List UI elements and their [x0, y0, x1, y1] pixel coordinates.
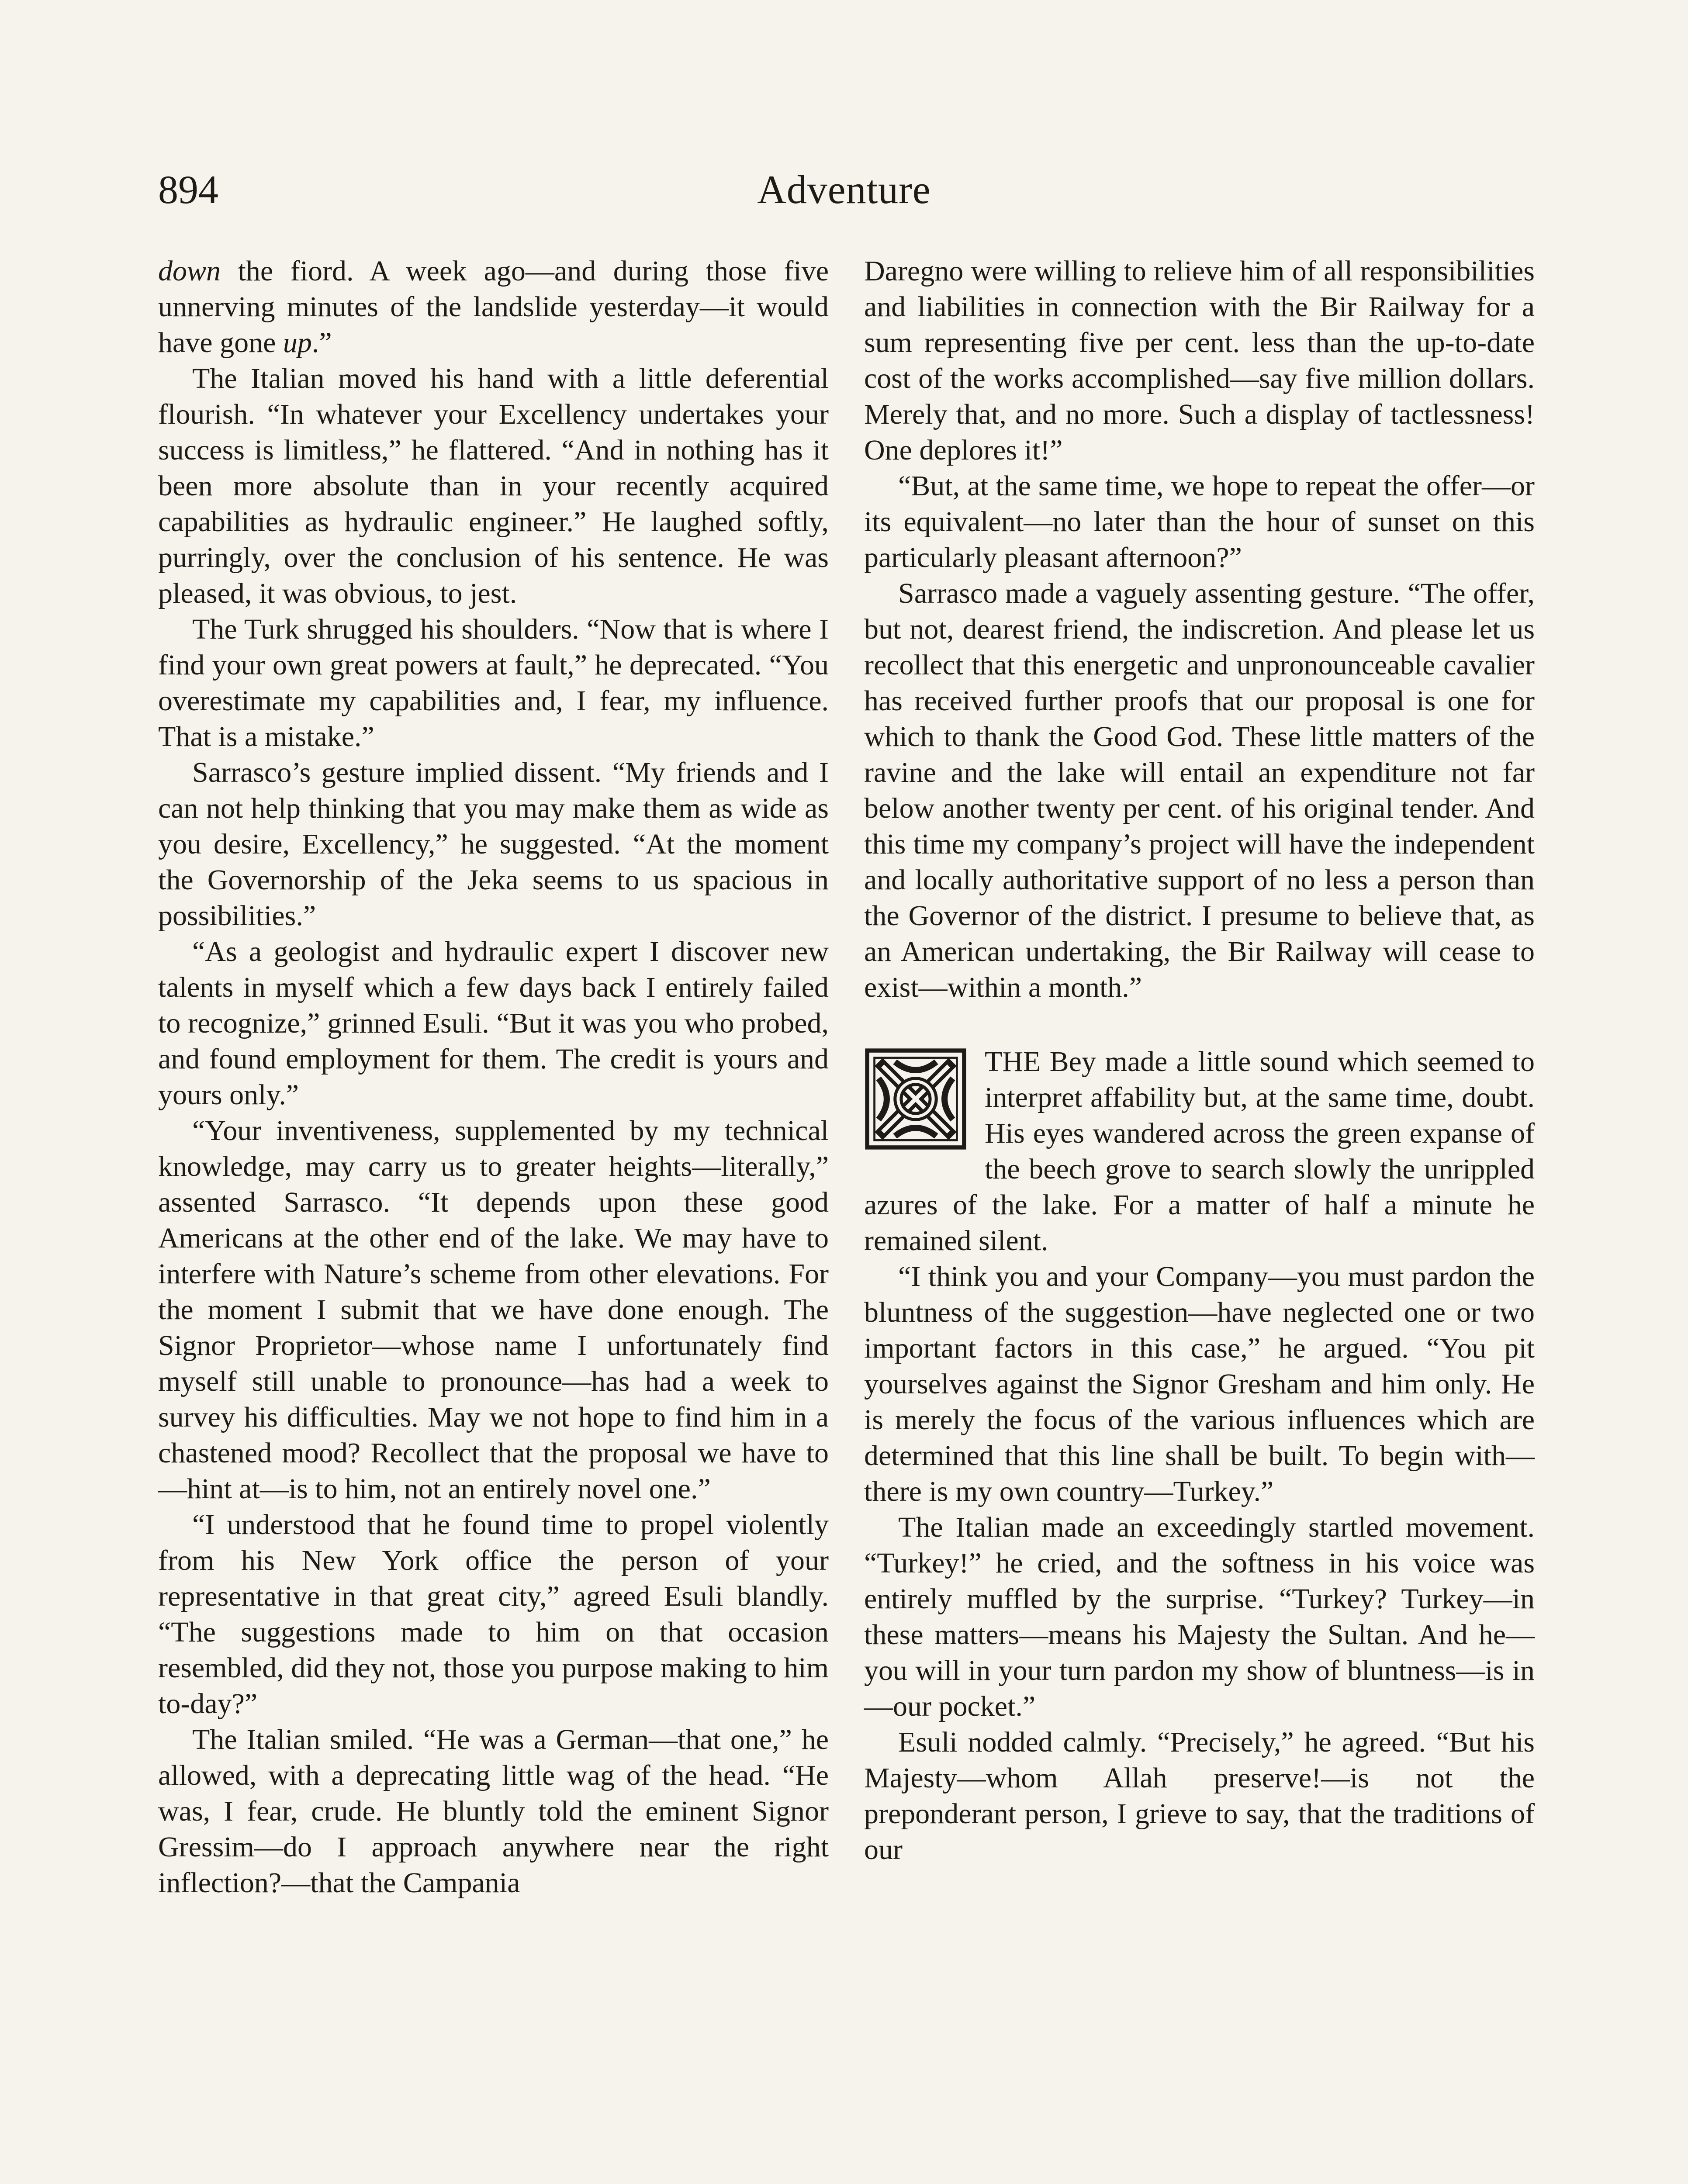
page-number: 894: [158, 167, 218, 212]
italic-word: down: [158, 255, 221, 287]
text-run: the fiord. A week ago—and during those five unnerving minutes of the landslide yesterday—it would have gone: [158, 255, 829, 359]
paragraph-text: THE Bey made a little sound which seemed to interpret affability but, at the same time, doubt. His eyes wandered across the green expanse of the beech grove to search slowly the unrippled azures of the lake. For a matter of half a minute he remained silent.: [864, 1046, 1535, 1257]
paragraph: Sarrasco made a vaguely assenting gesture. “The offer, but not, dearest friend, the indiscretion. And please let us recollect that this energetic and unpronounceable cavalier has received further proofs that our proposal is one for which to thank the Good God. These little matters of the ravine and the lake will entail an expenditure not far below another twenty per cent. of his original tender. And this time my company’s project will have the independent and locally authoritative support of no less a person than the Governor of the district. I presume to believe that, as an American undertaking, the Bir Railway will cease to exist—within a month.”: [864, 577, 1535, 1003]
paragraph: Sarrasco’s gesture implied dissent. “My friends and I can not help thinking that you may make them as wide as you desire, Excellency,” he suggested. “At the moment the Governorship of the Jeka seems to us spacious in possibilities.”: [158, 757, 829, 932]
paragraph: “But, at the same time, we hope to repeat the offer—or its equivalent—no later than the hour of sunset on this particularly pleasant afternoon?”: [864, 470, 1535, 574]
paragraph: Daregno were willing to relieve him of all responsibilities and liabilities in connection with the Bir Railway for a sum representing five per cent. less than the up-to-date cost of the works accomplished—say five million dollars. Merely that, and no more. Such a display of tactlessness! One deplores it!”: [864, 255, 1535, 466]
paragraph: The Italian made an exceedingly startled movement. “Turkey!” he cried, and the softness in his voice was entirely muffled by the surprise. “Turkey? Turkey—in these matters—means his Majesty the Sultan. And he—you will in your turn pardon my show of bluntness—is in—our pocket.”: [864, 1511, 1535, 1722]
knot-ornament-icon: [864, 1047, 967, 1151]
paragraph: “I understood that he found time to propel violently from his New York office the person of your representative in that great city,” agreed Esuli blandly. “The suggestions made to him on that occasion resembled, did they not, those you purpose making to him to-day?”: [158, 1509, 829, 1720]
paragraph: Esuli nodded calmly. “Precisely,” he agreed. “But his Majesty—whom Allah preserve!—is not the preponderant person, I grieve to say, that the traditions of our: [864, 1726, 1535, 1866]
section-start-paragraph: [864, 1044, 1535, 1259]
paragraph: “As a geologist and hydraulic expert I discover new talents in myself which a few days back I entirely failed to recognize,” grinned Esuli. “But it was you who probed, and found employment for them. The credit is yours and yours only.”: [158, 936, 829, 1111]
paragraph: The Italian smiled. “He was a German—that one,” he allowed, with a deprecating little wag of the head. “He was, I fear, crude. He bluntly told the eminent Signor Gressim—do I approach anywhere near the right inflection?—that the Campania: [158, 1724, 829, 1899]
right-column: [864, 253, 1535, 1868]
paragraph: [158, 253, 829, 361]
paragraph: “Your inventiveness, supplemented by my technical knowledge, may carry us to greater heights—literally,” assented Sarrasco. “It depends upon these good Americans at the other end of the lake. We may have to interfere with Nature’s scheme from other elevations. For the moment I submit that we have done enough. The Signor Proprietor—whose name I unfortunately find myself still unable to pronounce—has had a week to survey his difficulties. May we not hope to find him in a chastened mood? Recollect that the proposal we have to—hint at—is to him, not an entirely novel one.”: [158, 1115, 829, 1505]
italic-word: up: [283, 327, 312, 359]
left-column: [158, 253, 829, 1901]
paragraph: The Turk shrugged his shoulders. “Now that is where I find your own great powers at fault,” he deprecated. “You overestimate my capabilities and, I fear, my influence. That is a mistake.”: [158, 613, 829, 753]
paragraph: The Italian moved his hand with a little deferential flourish. “In whatever your Excellency undertakes your success is limitless,” he flattered. “And in nothing has it been more absolute than in your recently acquired capabilities as hydraulic engineer.” He laughed softly, purringly, over the conclusion of his sentence. He was pleased, it was obvious, to jest.: [158, 363, 829, 609]
paragraph: “I think you and your Company—you must pardon the bluntness of the suggestion—have neglected one or two important factors in this case,” he argued. “You pit yourselves against the Signor Gresham and him only. He is merely the focus of the various influences which are determined that this line shall be built. To begin with—there is my own country—Turkey.”: [864, 1261, 1535, 1507]
running-title: Adventure: [757, 167, 931, 212]
text-run: .”: [311, 327, 332, 359]
